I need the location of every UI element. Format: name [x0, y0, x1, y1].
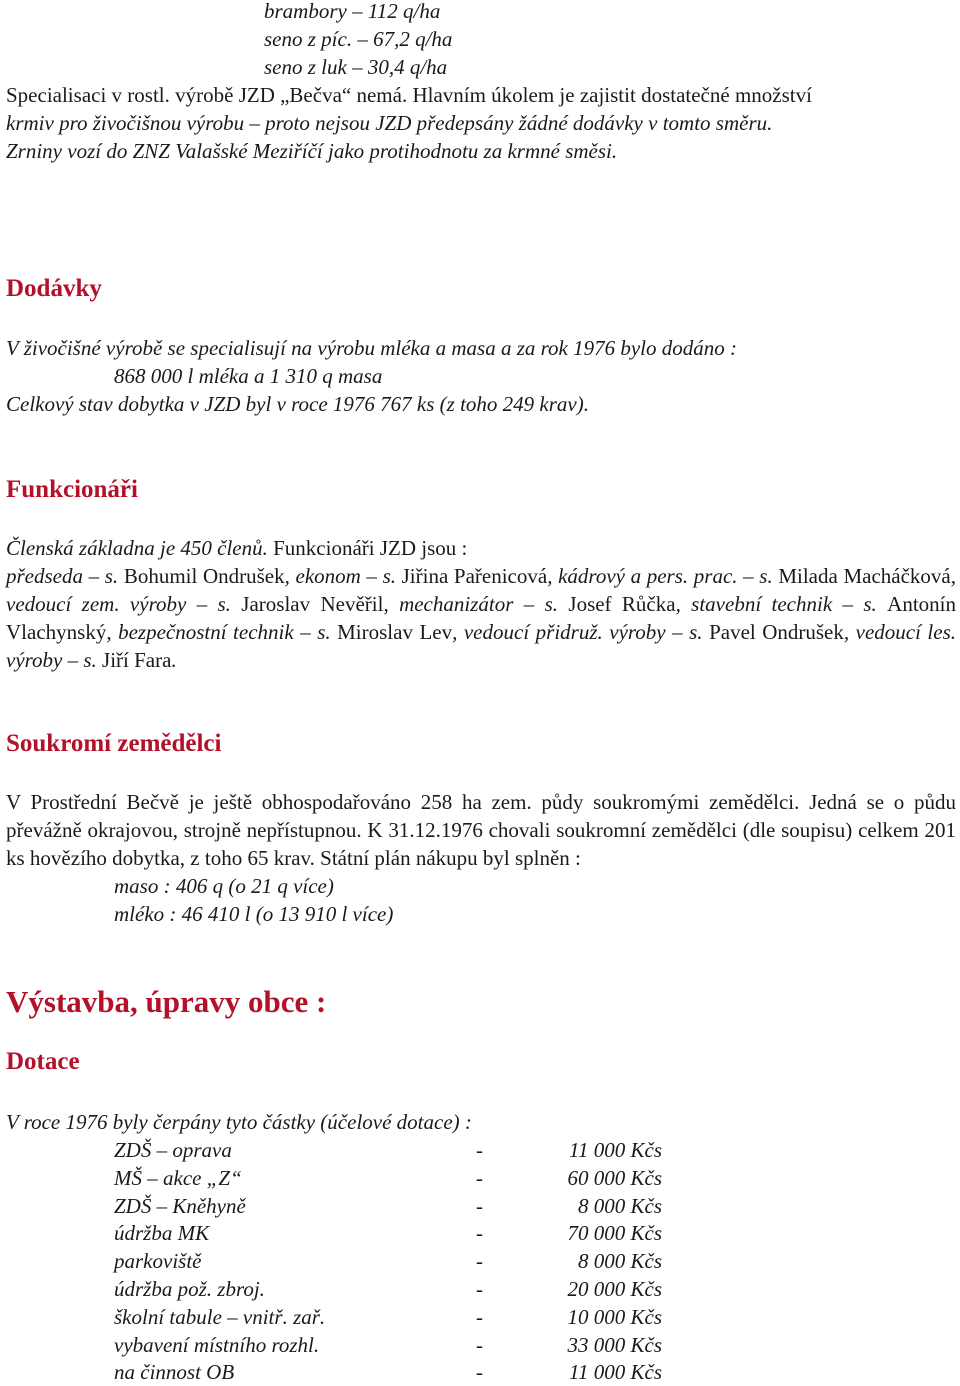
- heading-dotace: Dotace: [6, 1048, 80, 1075]
- officials-run: , bezpečnostní technik – s.: [106, 620, 338, 644]
- dotace-item-name: údržba MK: [114, 1221, 210, 1246]
- dodavky-line: 868 000 l mléka a 1 310 q masa: [114, 364, 383, 388]
- dotace-item-amount: 33 000 Kčs: [567, 1332, 662, 1357]
- dotace-item-name: parkoviště: [114, 1249, 202, 1274]
- dotace-item-amount: 70 000 Kčs: [567, 1221, 662, 1246]
- dotace-item-name: na činnost OB: [114, 1360, 235, 1385]
- dotace-item-dash: -: [476, 1277, 483, 1301]
- dotace-intro: V roce 1976 byly čerpány tyto částky (účelové dotace) :: [6, 1110, 472, 1134]
- mleko-line: mléko : 46 410 l (o 13 910 l více): [114, 902, 394, 926]
- dotace-item-dash: -: [476, 1221, 483, 1246]
- officials-run: , vedoucí přidruž. výroby – s.: [452, 620, 710, 644]
- officials-paragraph: [6, 562, 956, 674]
- officials-run: Jiří Fara: [102, 648, 172, 672]
- intro-line: Specialisaci v rostl. výrobě JZD „Bečva“ nemá. Hlavním úkolem je zajistit dostatečné množství: [6, 83, 812, 107]
- dotace-item-name: ZDŠ – oprava: [114, 1138, 232, 1162]
- dotace-item-dash: -: [476, 1138, 483, 1162]
- dotace-item-amount: 20 000 Kčs: [567, 1277, 662, 1301]
- officials-run: předseda – s.: [6, 564, 124, 588]
- dotace-item-dash: -: [476, 1193, 483, 1218]
- dotace-item-name: školní tabule – vnitř. zař.: [114, 1304, 326, 1329]
- dotace-item-dash: -: [476, 1249, 483, 1274]
- dotace-item-name: MŠ – akce „Z“: [114, 1165, 242, 1190]
- dotace-item-name: vybavení místního rozhl.: [114, 1332, 320, 1357]
- officials-run: Antonín Vlachynský: [6, 592, 956, 644]
- officials-run: Jaroslav Nevěřil: [241, 592, 384, 616]
- dotace-item-amount: 11 000 Kčs: [569, 1360, 662, 1385]
- dodavky-line: V živočišné výrobě se specialisují na výrobu mléka a masa a za rok 1976 bylo dodáno :: [6, 336, 737, 360]
- dotace-item-amount: 8 000 Kčs: [578, 1193, 662, 1218]
- dotace-item-name: údržba pož. zbroj.: [114, 1277, 265, 1301]
- maso-line: maso : 406 q (o 21 q více): [114, 874, 334, 898]
- heading-vystavba: Výstavba, úpravy obce :: [6, 984, 327, 1019]
- officials-run: , mechanizátor – s.: [383, 592, 569, 616]
- member-count-text: Členská základna je 450 členů.: [6, 536, 268, 560]
- dotace-item-dash: -: [476, 1165, 483, 1190]
- officials-run: Milada Macháčková: [778, 564, 951, 588]
- heading-funkcionari: Funkcionáři: [6, 476, 138, 503]
- dodavky-line: Celkový stav dobytka v JZD byl v roce 1976 767 ks (z toho 249 krav).: [6, 392, 589, 416]
- officials-run: Bohumil Ondrušek: [123, 564, 285, 588]
- officials-run: Pavel Ondrušek: [709, 620, 844, 644]
- crop-yield-line: seno z píc. – 67,2 q/ha: [264, 27, 453, 51]
- officials-run: .: [171, 648, 177, 672]
- officials-run: , kádrový a pers. prac. – s.: [547, 564, 779, 588]
- heading-dodavky: Dodávky: [6, 275, 102, 302]
- officials-run: Miroslav Lev: [337, 620, 453, 644]
- crop-yield-line: brambory – 112 q/ha: [264, 0, 441, 23]
- officials-run: , stavební technik – s.: [675, 592, 888, 616]
- officials-run: Josef Růčka: [568, 592, 676, 616]
- soukromi-paragraph: V Prostřední Bečvě je ještě obhospodařováno 258 ha zem. půdy soukromými zemědělci. Jedná se o půdu převážně okrajovou, strojně nepřístupnou. K 31.12.1976 chovali soukromní zemědělci (dle soupisu) celkem 201 ks hovězího dobytka, z toho 65 krav. Státní plán nákupu byl splněn :: [6, 790, 956, 870]
- dotace-item-dash: -: [476, 1360, 483, 1385]
- crop-yield-line: seno z luk – 30,4 q/ha: [264, 55, 448, 79]
- intro-line: Zrniny vozí do ZNZ Valašské Meziříčí jako protihodnotu za krmné směsi.: [6, 139, 618, 163]
- officials-run: , vedoucí les. výroby – s.: [6, 620, 957, 672]
- heading-soukromi: Soukromí zemědělci: [6, 730, 222, 757]
- dotace-item-name: ZDŠ – Kněhyně: [114, 1193, 246, 1218]
- dotace-item-amount: 10 000 Kčs: [567, 1304, 662, 1329]
- dotace-item-dash: -: [476, 1332, 483, 1357]
- officials-intro-text: Funkcionáři JZD jsou :: [267, 536, 468, 560]
- dotace-item-amount: 8 000 Kčs: [578, 1249, 662, 1274]
- officials-run: Jiřina Pařenicová: [401, 564, 548, 588]
- intro-paragraph: [6, 81, 956, 165]
- officials-run: , ekonom – s.: [284, 564, 402, 588]
- officials-run: , vedoucí zem. výroby – s.: [6, 564, 956, 616]
- funkcionari-intro: [6, 534, 467, 562]
- dotace-item-dash: -: [476, 1304, 483, 1329]
- dotace-item-amount: 60 000 Kčs: [567, 1165, 662, 1190]
- dotace-item-amount: 11 000 Kčs: [569, 1138, 662, 1162]
- intro-line: krmiv pro živočišnou výrobu – proto nejsou JZD předepsány žádné dodávky v tomto směru.: [6, 111, 773, 135]
